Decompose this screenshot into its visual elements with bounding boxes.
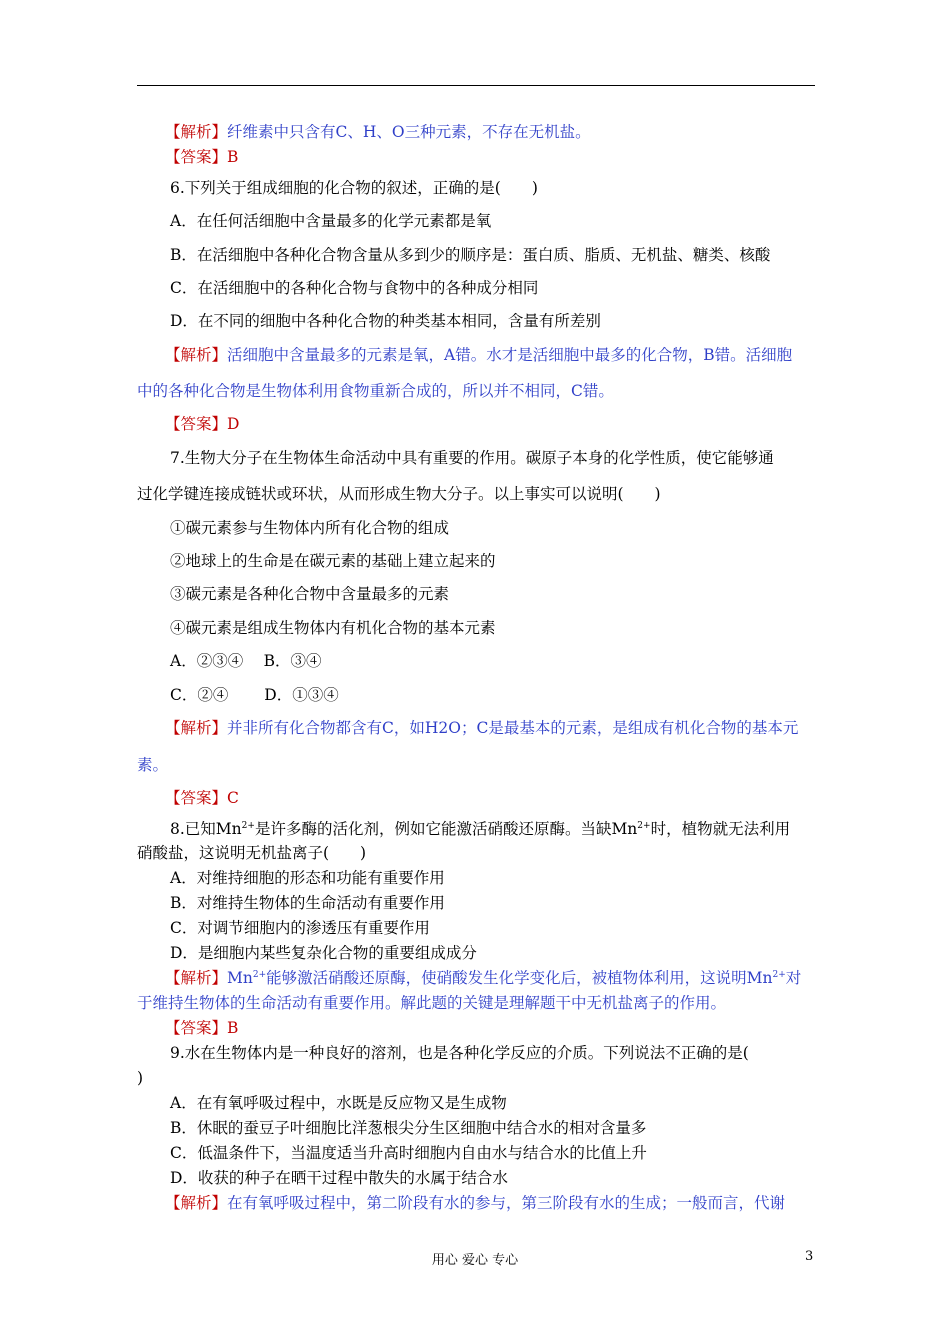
stem-text: 是许多酶的活化剂，例如它能激活硝酸还原酶。当缺Mn xyxy=(254,820,638,838)
question-6-option-b: B．在活细胞中各种化合物含量从多到少的顺序是：蛋白质、脂质、无机盐、糖类、核酸 xyxy=(170,246,771,264)
analysis-text: 并非所有化合物都含有C，如H2O；C是最基本的元素，是组成有机化合物的基本元 xyxy=(227,719,799,737)
question-9-option-a: A．在有氧呼吸过程中，水既是反应物又是生成物 xyxy=(170,1094,507,1112)
question-9-stem-1: 9.水在生物体内是一种良好的溶剂，也是各种化学反应的介质。下列说法不正确的是( xyxy=(170,1044,749,1062)
question-8-option-d: D．是细胞内某些复杂化合物的重要组成成分 xyxy=(170,944,477,962)
question-7-item-1: ①碳元素参与生物体内所有化合物的组成 xyxy=(170,519,450,537)
question-7-item-4: ④碳元素是组成生物体内有机化合物的基本元素 xyxy=(170,619,496,637)
question-6-analysis-1 xyxy=(165,345,845,365)
analysis-text: 在有氧呼吸过程中，第二阶段有水的参与，第三阶段有水的生成；一般而言，代谢 xyxy=(227,1194,786,1212)
question-6-option-c: C．在活细胞中的各种化合物与食物中的各种成分相同 xyxy=(170,279,539,297)
analysis-tag: 【解析】 xyxy=(165,346,228,364)
answer-text: B xyxy=(227,148,239,166)
analysis-text: 活细胞中含量最多的元素是氧，A错。水才是活细胞中最多的化合物，B错。活细胞 xyxy=(227,346,793,364)
answer-line xyxy=(165,147,845,167)
question-7-stem-2: 过化学键连接成链状或环状，从而形成生物大分子。以上事实可以说明( ) xyxy=(137,485,661,503)
question-6-stem: 6.下列关于组成细胞的化合物的叙述，正确的是( ) xyxy=(170,179,538,197)
analysis-text: 能够激活硝酸还原酶，使硝酸发生化学变化后，被植物体利用，这说明Mn xyxy=(266,969,773,987)
question-7-answer xyxy=(165,788,845,808)
answer-text: D xyxy=(227,415,240,433)
question-9-analysis xyxy=(165,1193,845,1213)
superscript: 2+ xyxy=(637,821,651,831)
question-8-option-a: A．对维持细胞的形态和功能有重要作用 xyxy=(170,869,445,887)
answer-text: B xyxy=(227,1019,239,1037)
question-8-stem-2: 硝酸盐，这说明无机盐离子( ) xyxy=(137,844,367,862)
analysis-text: 对 xyxy=(785,969,802,987)
question-8-stem-1 xyxy=(170,819,850,839)
superscript: 2+ xyxy=(252,970,267,980)
question-7-options-cd: C．②④ D．①③④ xyxy=(170,686,339,704)
stem-text: 时，植物就无法利用 xyxy=(650,820,791,838)
question-8-answer xyxy=(165,1018,845,1038)
question-9-option-d: D．收获的种子在晒干过程中散失的水属于结合水 xyxy=(170,1169,508,1187)
header-rule xyxy=(137,85,815,86)
question-8-analysis-2: 于维持生物体的生命活动有重要作用。解此题的关键是理解题干中无机盐离子的作用。 xyxy=(137,994,727,1012)
question-7-options-ab: A．②③④ B．③④ xyxy=(170,652,322,670)
question-7-item-2: ②地球上的生命是在碳元素的基础上建立起来的 xyxy=(170,552,496,570)
page-number: 3 xyxy=(805,1249,814,1264)
question-6-option-a: A．在任何活细胞中含量最多的化学元素都是氧 xyxy=(170,212,492,230)
question-7-stem-1: 7.生物大分子在生物体生命活动中具有重要的作用。碳原子本身的化学性质，使它能够通 xyxy=(170,449,774,467)
answer-tag: 【答案】 xyxy=(165,789,228,807)
answer-text: C xyxy=(227,789,239,807)
question-7-item-3: ③碳元素是各种化合物中含量最多的元素 xyxy=(170,585,450,603)
analysis-tag: 【解析】 xyxy=(165,123,228,141)
question-9-stem-2: ) xyxy=(137,1069,144,1087)
analysis-tag: 【解析】 xyxy=(165,719,228,737)
question-6-analysis-2: 中的各种化合物是生物体利用食物重新合成的，所以并不相同，C错。 xyxy=(137,382,614,400)
question-9-option-c: C．低温条件下，当温度适当升高时细胞内自由水与结合水的比值上升 xyxy=(170,1144,647,1162)
answer-tag: 【答案】 xyxy=(165,415,228,433)
analysis-tag: 【解析】 xyxy=(165,1194,228,1212)
question-8-analysis-1 xyxy=(165,968,845,988)
page-footer: 用心 爱心 专心 xyxy=(431,1253,519,1268)
question-9-option-b: B．休眠的蚕豆子叶细胞比洋葱根尖分生区细胞中结合水的相对含量多 xyxy=(170,1119,647,1137)
question-8-option-b: B．对维持生物体的生命活动有重要作用 xyxy=(170,894,445,912)
superscript: 2+ xyxy=(772,970,786,980)
analysis-text: 纤维素中只含有C、H、O三种元素，不存在无机盐。 xyxy=(227,123,591,141)
superscript: 2+ xyxy=(241,821,255,831)
question-8-option-c: C．对调节细胞内的渗透压有重要作用 xyxy=(170,919,430,937)
stem-text: 8.已知Mn xyxy=(170,820,242,838)
question-6-option-d: D．在不同的细胞中各种化合物的种类基本相同，含量有所差别 xyxy=(170,312,601,330)
analysis-line xyxy=(165,122,845,142)
answer-tag: 【答案】 xyxy=(165,1019,228,1037)
analysis-text: Mn xyxy=(227,969,253,987)
answer-tag: 【答案】 xyxy=(165,148,228,166)
analysis-tag: 【解析】 xyxy=(165,969,228,987)
question-7-analysis-1 xyxy=(165,718,845,738)
question-6-answer xyxy=(165,414,845,434)
question-7-analysis-2: 素。 xyxy=(137,756,169,774)
